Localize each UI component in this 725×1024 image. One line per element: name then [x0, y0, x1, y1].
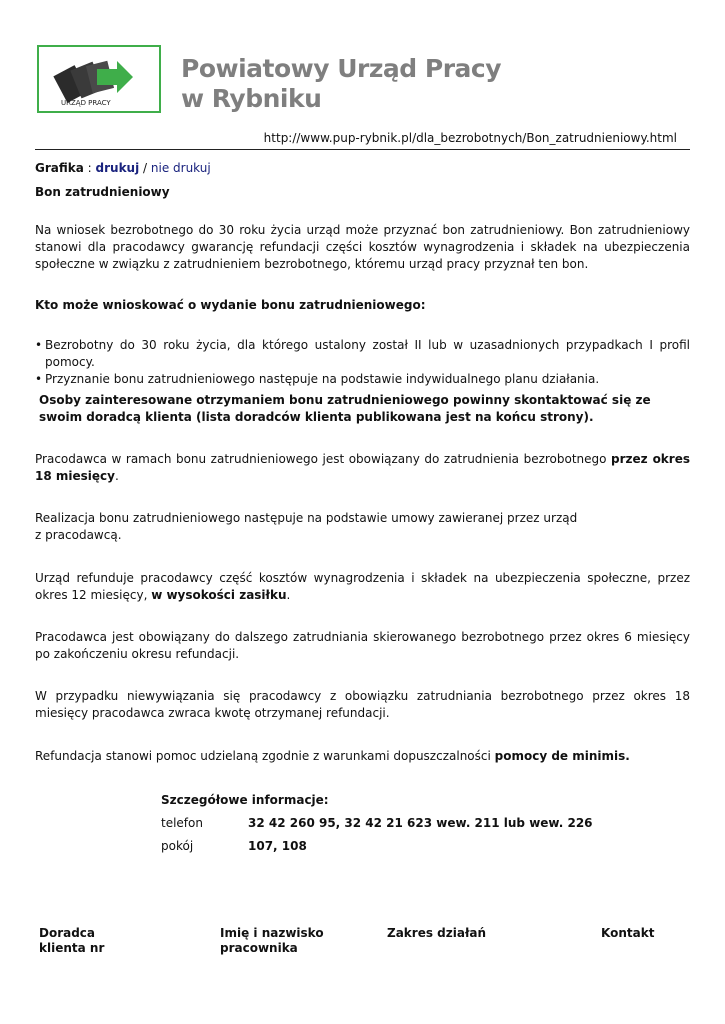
no-print-link[interactable]: nie drukuj: [150, 161, 211, 175]
page-title: Bon zatrudnieniowy: [35, 185, 170, 199]
continuation-paragraph: Pracodawca jest obowiązany do dalszego zatrudniania skierowanego bezrobotnego przez okres 6 miesięcy po zakończeniu okresu refundacji.: [35, 630, 690, 661]
refund-paragraph: [35, 570, 690, 604]
text-line: z pracodawcą.: [35, 528, 122, 542]
header-line: pracownika: [220, 941, 298, 955]
text-run-bold: pomocy de minimis.: [494, 749, 630, 763]
org-name-line1: Powiatowy Urząd Pracy: [181, 54, 502, 83]
intro-paragraph: Na wniosek bezrobotnego do 30 roku życia urząd może przyznać bon zatrudnieniowy. Bon zatrudnieniowy stanowi dla pracodawcy gwarancję refundacji części kosztów wynagrodzenia i składek na ubezpieczenia społeczne w związku z zatrudnieniem bezrobotnego, któremu urząd pracy przyznał ten bon.: [35, 223, 690, 271]
text-run: Refundacja stanowi pomoc udzielaną zgodnie z warunkami dopuszczalności: [35, 749, 495, 763]
header-line: Zakres działań: [387, 926, 487, 940]
table-header-advisor: [39, 926, 104, 956]
realization-paragraph: [35, 510, 690, 544]
contact-note: Osoby zainteresowane otrzymaniem bonu zatrudnieniowego powinny skontaktować się ze swoim doradcą klienta (lista doradców klienta publikowana jest na końcu strony).: [39, 393, 651, 424]
details-heading: Szczegółowe informacje:: [161, 793, 329, 807]
header-line: klienta nr: [39, 941, 105, 955]
table-header-contact: [601, 926, 654, 941]
table-header-scope: [387, 926, 486, 941]
org-name-line2: w Rybniku: [181, 84, 322, 113]
grafika-label: Grafika: [35, 161, 84, 175]
grafika-separator-slash: /: [139, 161, 151, 175]
print-link[interactable]: drukuj: [95, 161, 140, 175]
employer-obligation-paragraph: [35, 451, 690, 485]
header-line: Kontakt: [601, 926, 655, 940]
logo-graphic-icon: [39, 47, 159, 111]
table-header-employee: [220, 926, 324, 956]
text-run: Pracodawca w ramach bonu zatrudnieniowego jest obowiązany do zatrudnienia bezrobotnego: [35, 452, 612, 466]
text-run-bold: w wysokości zasiłku: [151, 588, 287, 602]
header-line: Doradca: [39, 926, 96, 940]
eligibility-heading: Kto może wnioskować o wydanie bonu zatrudnieniowego:: [35, 298, 426, 312]
eligibility-list: [35, 337, 690, 388]
room-value: 107, 108: [248, 839, 307, 853]
phone-value: 32 42 260 95, 32 42 21 623 wew. 211 lub wew. 226: [248, 816, 593, 830]
page-url: http://www.pup-rybnik.pl/dla_bezrobotnych/Bon_zatrudnieniowy.html: [263, 131, 677, 145]
header-line: Imię i nazwisko: [220, 926, 324, 940]
room-label: pokój: [161, 839, 194, 853]
text-run: .: [114, 469, 119, 483]
logo-caption: URZĄD PRACY: [61, 99, 111, 107]
text-run-bold: przez okres 18 miesięcy: [35, 452, 690, 483]
list-item: • Bezrobotny do 30 roku życia, dla którego ustalony został II lub w uzasadnionych przypadkach I profil pomocy.: [35, 337, 690, 371]
header-divider: [35, 149, 690, 150]
list-item: • Przyznanie bonu zatrudnieniowego następuje na podstawie indywidualnego planu działania.: [35, 371, 690, 388]
grafika-separator: :: [83, 161, 96, 175]
logo: [37, 45, 161, 113]
grafika-switch: [35, 160, 690, 177]
text-run: .: [286, 588, 291, 602]
de-minimis-paragraph: [35, 748, 690, 765]
text-run: Urząd refunduje pracodawcy część kosztów wynagrodzenia i składek na ubezpieczenia społeczne, przez okres 12 miesięcy,: [35, 571, 690, 602]
text-line: Realizacja bonu zatrudnieniowego następuje na podstawie umowy zawieranej przez urząd: [35, 511, 578, 525]
breach-paragraph: W przypadku niewywiązania się pracodawcy z obowiązku zatrudniania bezrobotnego przez okres 18 miesięcy pracodawca zwraca kwotę otrzymanej refundacji.: [35, 689, 690, 720]
phone-label: telefon: [161, 816, 203, 830]
